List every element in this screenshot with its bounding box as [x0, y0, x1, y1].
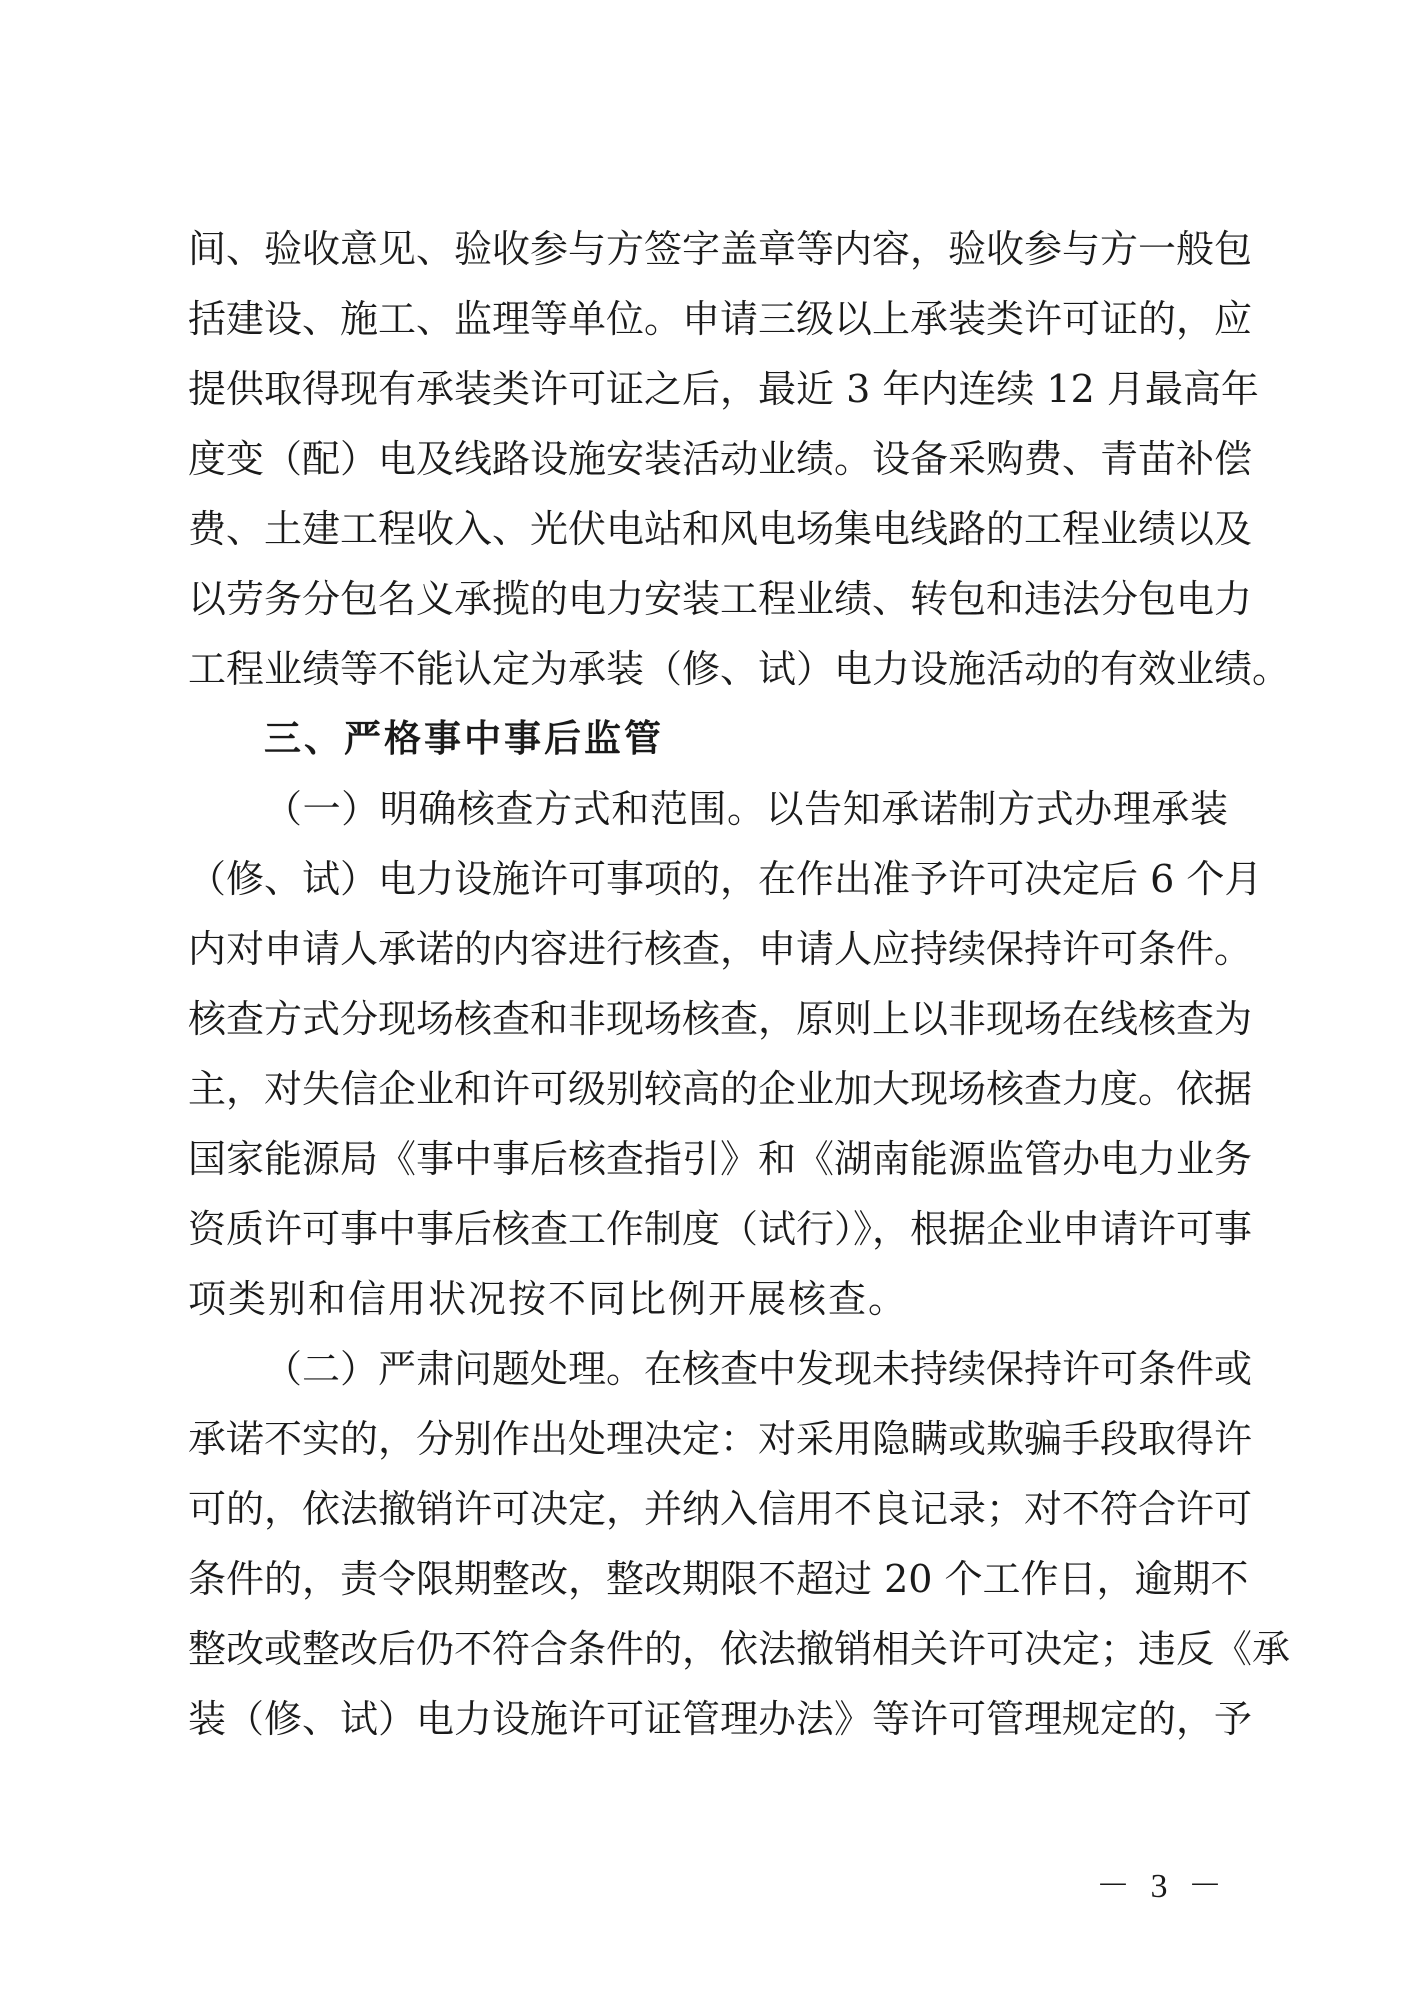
- text-line: （二）严肃问题处理。在核查中发现未持续保持许可条件或: [264, 1347, 1253, 1391]
- text-line: （一）明确核查方式和范围。以告知承诺制方式办理承装: [264, 787, 1228, 831]
- text-line: 内对申请人承诺的内容进行核查，申请人应持续保持许可条件。: [188, 927, 1253, 971]
- text-line: 括建设、施工、监理等单位。申请三级以上承装类许可证的，应: [188, 297, 1253, 341]
- text-line: 整改或整改后仍不符合条件的，依法撤销相关许可决定；违反《承: [188, 1627, 1291, 1671]
- text-line: 费、土建工程收入、光伏电站和风电场集电线路的工程业绩以及: [188, 507, 1253, 551]
- text-line: 国家能源局《事中事后核查指引》和《湖南能源监管办电力业务: [188, 1137, 1253, 1181]
- text-line: 度变（配）电及线路设施安装活动业绩。设备采购费、青苗补偿: [188, 437, 1253, 481]
- text-line: 工程业绩等不能认定为承装（修、试）电力设施活动的有效业绩。: [188, 647, 1291, 691]
- text-line: 资质许可事中事后核查工作制度（试行）》，根据企业申请许可事: [188, 1207, 1253, 1251]
- text-line: 可的，依法撤销许可决定，并纳入信用不良记录；对不符合许可: [188, 1487, 1253, 1531]
- text-line: 间、验收意见、验收参与方签字盖章等内容，验收参与方一般包: [188, 227, 1253, 271]
- text-line: 项类别和信用状况按不同比例开展核查。: [188, 1277, 909, 1321]
- text-line: 装（修、试）电力设施许可证管理办法》等许可管理规定的，予: [188, 1697, 1253, 1741]
- text-line: （修、试）电力设施许可事项的，在作出准予许可决定后 6 个月: [188, 857, 1263, 901]
- page-number: － 3 －: [1096, 1868, 1228, 1905]
- text-line: 提供取得现有承装类许可证之后，最近 3 年内连续 12 月最高年: [188, 367, 1259, 411]
- text-line: 以劳务分包名义承揽的电力安装工程业绩、转包和违法分包电力: [188, 577, 1253, 621]
- text-line: 核查方式分现场核查和非现场核查，原则上以非现场在线核查为: [188, 997, 1253, 1041]
- text-line: 主，对失信企业和许可级别较高的企业加大现场核查力度。依据: [188, 1067, 1253, 1111]
- section-heading: 三、严格事中事后监管: [264, 717, 664, 760]
- body-text: [188, 214, 1291, 1754]
- text-line: 承诺不实的，分别作出处理决定：对采用隐瞒或欺骗手段取得许: [188, 1417, 1253, 1461]
- text-line: 条件的，责令限期整改，整改期限不超过 20 个工作日，逾期不: [188, 1557, 1249, 1601]
